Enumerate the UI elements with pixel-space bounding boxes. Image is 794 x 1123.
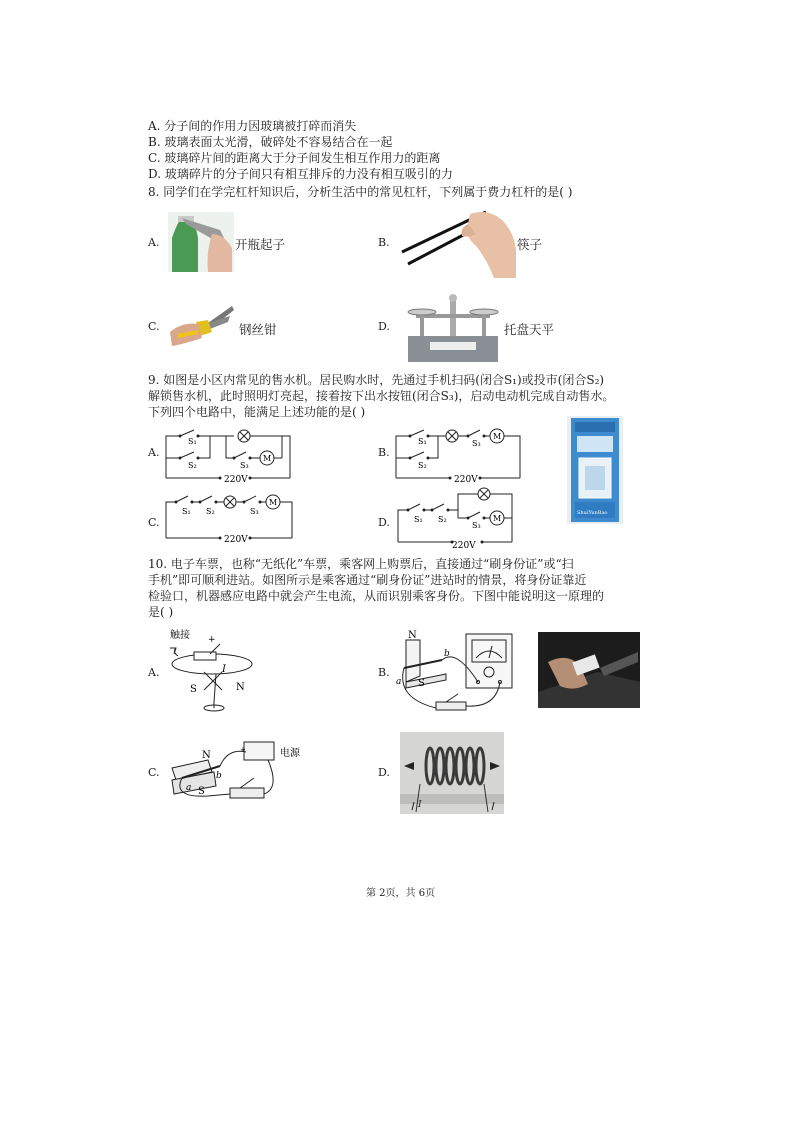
circuit-a-diagram <box>160 420 300 486</box>
q8-option-d-label: 托盘天平 <box>504 322 555 337</box>
q10-b-wire-b: b <box>444 649 450 659</box>
q10-c-power-label: 电源 <box>280 748 300 759</box>
q8-option-c-label: 钢丝钳 <box>239 322 277 337</box>
q10-stem-line3: 检验口，机器感应电路中就会产生电流，从而识别乘客身份。下图中能说明这一原理的 <box>148 589 605 603</box>
circuit-c-s1: S₁ <box>182 507 191 516</box>
circuit-a-s2: S₂ <box>188 461 197 470</box>
q7-option-b: B. 玻璃表面太光滑，破碎处不容易结合在一起 <box>148 135 393 149</box>
electric-motor-diagram <box>164 624 264 718</box>
q9-stem-line2: 解锁售水机，此时照明灯亮起，接着按下出水按钮(闭合S₃)，启动电动机完成自动售水。 <box>148 389 615 403</box>
solenoid-compass-photo <box>400 732 504 814</box>
q8-option-c-letter: C. <box>148 320 160 333</box>
q10-a-current-label: I <box>222 664 226 675</box>
q10-a-pole-s: S <box>190 684 197 695</box>
circuit-b-voltage: 220V <box>454 475 478 485</box>
circuit-b-s2: S₂ <box>418 461 427 470</box>
q9-option-a-letter: A. <box>148 446 160 459</box>
page-footer: 第 2页，共 6页 <box>366 888 436 899</box>
q10-stem-line2: 手机”即可顺利进站。如图所示是乘客通过“刷身份证”进站时的情景，将身份证靠近 <box>148 573 587 587</box>
q9-option-c-letter: C. <box>148 516 160 529</box>
q9-stem-line3: 下列四个电路中，能满足上述功能的是( ) <box>148 405 366 419</box>
induction-galvanometer-diagram <box>396 628 518 720</box>
q9-stem-line1: 9. 如图是小区内常见的售水机。居民购水时，先通过手机扫码(闭合S₁)或投市(闭合S₂) <box>148 373 605 387</box>
q10-b-pole-n: N <box>408 630 417 641</box>
q8-option-b-label: 筷子 <box>517 237 543 252</box>
q10-a-contact-label: 触接 <box>170 630 190 641</box>
q10-option-c-letter: C. <box>148 766 160 779</box>
circuit-d-s1: S₁ <box>414 515 423 524</box>
circuit-c-diagram <box>160 490 300 548</box>
q10-stem-line1: 10. 电子车票，也称“无纸化”车票，乘客网上购票后，直接通过“刷身份证”或“扫 <box>148 557 574 571</box>
q8-option-a-label: 开瓶起子 <box>235 237 286 252</box>
q10-option-a-letter: A. <box>148 666 160 679</box>
chopsticks-photo <box>398 206 516 278</box>
q10-a-plus-sign: + <box>208 635 216 645</box>
circuit-d-s2: S₂ <box>438 515 447 524</box>
vending-machine-brand: ShuiYunBao <box>577 510 608 516</box>
q10-option-d-letter: D. <box>378 766 390 779</box>
q10-c-pole-n: N <box>202 750 211 761</box>
circuit-a-s3: S₃ <box>240 461 249 470</box>
circuit-a-s1: S₁ <box>188 437 197 446</box>
q8-option-a-letter: A. <box>148 236 160 249</box>
water-vending-machine-photo <box>567 416 623 524</box>
circuit-a-voltage: 220V <box>224 475 248 485</box>
q8-stem: 8. 同学们在学完杠杆知识后，分析生活中的常见杠杆，下列属于费力杠杆的是( ) <box>148 185 573 199</box>
q9-option-d-letter: D. <box>378 516 390 529</box>
q8-option-b-letter: B. <box>378 236 390 249</box>
q10-b-pole-s: S <box>418 678 425 689</box>
q10-d-current-label: I <box>418 800 422 810</box>
circuit-b-diagram <box>390 420 530 486</box>
circuit-d-diagram <box>392 484 528 552</box>
q7-option-c: C. 玻璃碎片间的距离大于分子间发生相互作用力的距离 <box>148 151 441 165</box>
q10-c-pole-s: S <box>198 786 205 797</box>
circuit-a-motor: M <box>263 454 272 463</box>
circuit-b-s3: S₃ <box>472 439 481 448</box>
q7-option-d: D. 玻璃碎片的分子间只有相互排斥的力没有相互吸引的力 <box>148 167 453 181</box>
q10-b-wire-a: a <box>396 677 402 687</box>
q10-option-b-letter: B. <box>378 666 390 679</box>
circuit-d-motor: M <box>493 514 502 523</box>
circuit-b-motor: M <box>493 432 502 441</box>
circuit-c-s2: S₂ <box>206 507 215 516</box>
q8-option-d-letter: D. <box>378 320 390 333</box>
q7-option-a: A. 分子间的作用力因玻璃被打碎而消失 <box>148 119 357 133</box>
id-card-gate-photo <box>538 632 640 708</box>
q9-option-b-letter: B. <box>378 446 390 459</box>
q10-stem-line4: 是( ) <box>148 605 174 619</box>
q10-c-wire-b: b <box>216 771 222 781</box>
pliers-photo <box>168 302 236 348</box>
q10-c-battery-plus: + <box>240 746 246 754</box>
q10-a-pole-n: N <box>236 682 245 693</box>
balance-scale-photo <box>402 292 504 364</box>
circuit-c-s3: S₃ <box>250 507 259 516</box>
circuit-b-s1: S₁ <box>418 437 427 446</box>
circuit-d-voltage: 220V <box>452 541 476 551</box>
circuit-c-voltage: 220V <box>224 535 248 545</box>
q10-c-wire-a: a <box>186 783 192 793</box>
circuit-c-motor: M <box>269 498 278 507</box>
circuit-d-s3: S₃ <box>472 521 481 530</box>
motor-power-supply-diagram <box>168 738 300 802</box>
bottle-opener-photo <box>168 212 234 272</box>
